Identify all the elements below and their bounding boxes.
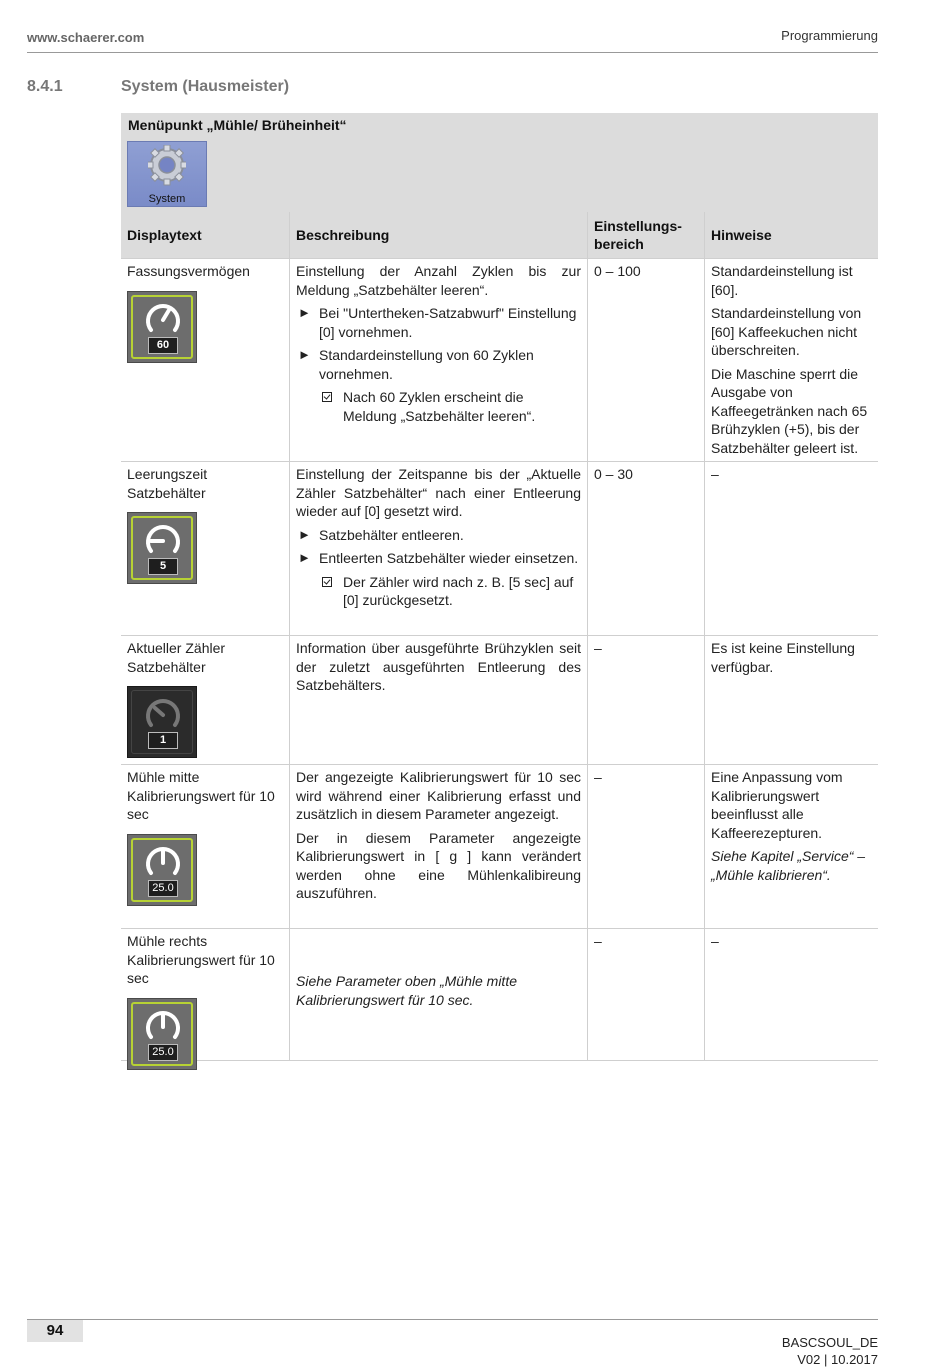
table-row [121, 765, 878, 929]
arrow-bullet-icon: ► [298, 305, 311, 320]
menu-header [121, 113, 878, 212]
display-text: Leerungszeit Satzbehälter [127, 466, 208, 501]
footer-divider [27, 1319, 878, 1320]
note-text: Eine Anpassung vom Kalibrierungswert beeinflusst alle Kaffeerezepturen. [711, 769, 843, 841]
display-text: Mühle mitte Kalibrierungswert für 10 sec [127, 769, 275, 822]
action-text: Standardeinstellung von 60 Zyklen vornehmen. [319, 347, 534, 382]
gear-icon [148, 145, 186, 187]
note-text: – [711, 466, 719, 482]
cross-reference: Siehe Kapitel „Service“ – „Mühle kalibrieren“. [711, 848, 866, 883]
parameter-tile [127, 512, 197, 584]
system-tile [127, 141, 207, 207]
arrow-bullet-icon: ► [298, 526, 311, 542]
column-header-beschreibung: Beschreibung [296, 227, 390, 243]
section-number: 8.4.1 [27, 78, 63, 95]
header-section-label: Programmierung [781, 28, 878, 43]
note-text: Standardeinstellung von [60] Kaffeekuchen nicht überschreiten. [711, 305, 862, 358]
tile-value: 1 [148, 732, 178, 749]
counter-gauge-icon [143, 695, 183, 733]
action-item [296, 346, 581, 383]
tile-value: 5 [148, 558, 178, 575]
action-item [296, 304, 581, 341]
tile-value: 25.0 [148, 1044, 178, 1061]
display-text: Aktueller Zähler Satzbehälter [127, 640, 226, 675]
page-number: 94 [27, 1320, 83, 1342]
cross-reference: Siehe Parameter oben „Mühle mitte Kalibrierungswert für 10 sec. [296, 973, 517, 1008]
description-text: Der in diesem Parameter angezeigte Kalibrierungswert in [ g ] kann verändert werden ohne eine Mühlenkalibireung auszuführen. [296, 829, 581, 901]
document-info [782, 1334, 878, 1368]
timer-icon [143, 521, 183, 559]
note-text: Die Maschine sperrt die Ausgabe von Kaffeegetränken nach 65 Brühzyklen (+5), bis der Satzbehälter geleert ist. [711, 365, 868, 456]
column-header-displaytext: Displaytext [127, 227, 202, 243]
range-value: – [594, 640, 602, 656]
display-text: Mühle rechts Kalibrierungswert für 10 sec [127, 933, 275, 986]
result-text: Nach 60 Zyklen erscheint die Meldung „Satzbehälter leeren“. [343, 389, 536, 424]
description-text: Einstellung der Anzahl Zyklen bis zur Meldung „Satzbehälter leeren“. [296, 263, 581, 298]
action-text: Entleerten Satzbehälter wieder einsetzen. [319, 550, 579, 566]
checkbox-icon [322, 577, 332, 587]
document-code: BASCSOUL_DE [781, 1335, 878, 1350]
gauge-icon [143, 300, 183, 338]
tile-value: 60 [148, 337, 178, 354]
system-tile-label: System [148, 193, 186, 205]
table-row [121, 929, 878, 1061]
header-url[interactable]: www.schaerer.com [27, 30, 145, 45]
parameter-tile [127, 686, 197, 758]
tile-value: 25.0 [148, 880, 178, 897]
column-header-hinweise: Hinweise [711, 227, 772, 243]
arrow-bullet-icon: ► [298, 550, 311, 565]
column-header-row [121, 212, 878, 259]
parameter-table [121, 113, 878, 1061]
range-value: 0 – 30 [594, 466, 633, 482]
menu-title: Menüpunkt „Mühle/ Brüheinheit“ [128, 117, 347, 133]
action-item [296, 549, 581, 568]
result-item [296, 388, 581, 425]
checkbox-icon [322, 392, 332, 402]
description-text: Information über ausgeführte Brühzyklen seit der zuletzt ausgeführten Entleerung des Satzbehälters. [296, 640, 581, 693]
note-text: – [711, 933, 719, 949]
range-value: – [594, 933, 602, 949]
description-text: Einstellung der Zeitspanne bis der „Aktuelle Zähler Satzbehälter“ nach einer Entleerung wieder auf [0] gesetzt wird. [296, 466, 581, 519]
range-value: 0 – 100 [594, 263, 641, 279]
table-row [121, 636, 878, 765]
note-text: Es ist keine Einstellung verfügbar. [711, 640, 855, 675]
result-item [296, 573, 581, 610]
table-row [121, 259, 878, 462]
action-text: Bei "Untertheken-Satzabwurf" Einstellung [0] vornehmen. [319, 305, 577, 340]
column-header-einstellungsbereich: Einstellungs-bereich [594, 218, 682, 252]
header-divider [27, 52, 878, 53]
range-value: – [594, 769, 602, 785]
parameter-tile [127, 291, 197, 363]
note-text: Standardeinstellung ist [60]. [711, 263, 853, 298]
arrow-bullet-icon: ► [298, 347, 311, 362]
action-text: Satzbehälter entleeren. [319, 526, 464, 543]
table-row [121, 462, 878, 636]
display-text: Fassungsvermögen [127, 263, 250, 279]
parameter-tile [127, 834, 197, 906]
calibration-gauge-icon [143, 843, 183, 881]
section-title: System (Hausmeister) [121, 78, 290, 95]
result-text: Der Zähler wird nach z. B. [5 sec] auf [0] zurückgesetzt. [343, 573, 574, 608]
description-text: Der angezeigte Kalibrierungswert für 10 sec wird während einer Kalibrierung erfasst und zusätzlich in diesem Parameter angezeigt. [296, 769, 581, 822]
calibration-gauge-icon [143, 1007, 183, 1045]
document-version: V02 | 10.2017 [797, 1352, 878, 1367]
parameter-tile [127, 998, 197, 1070]
action-item [296, 526, 581, 545]
